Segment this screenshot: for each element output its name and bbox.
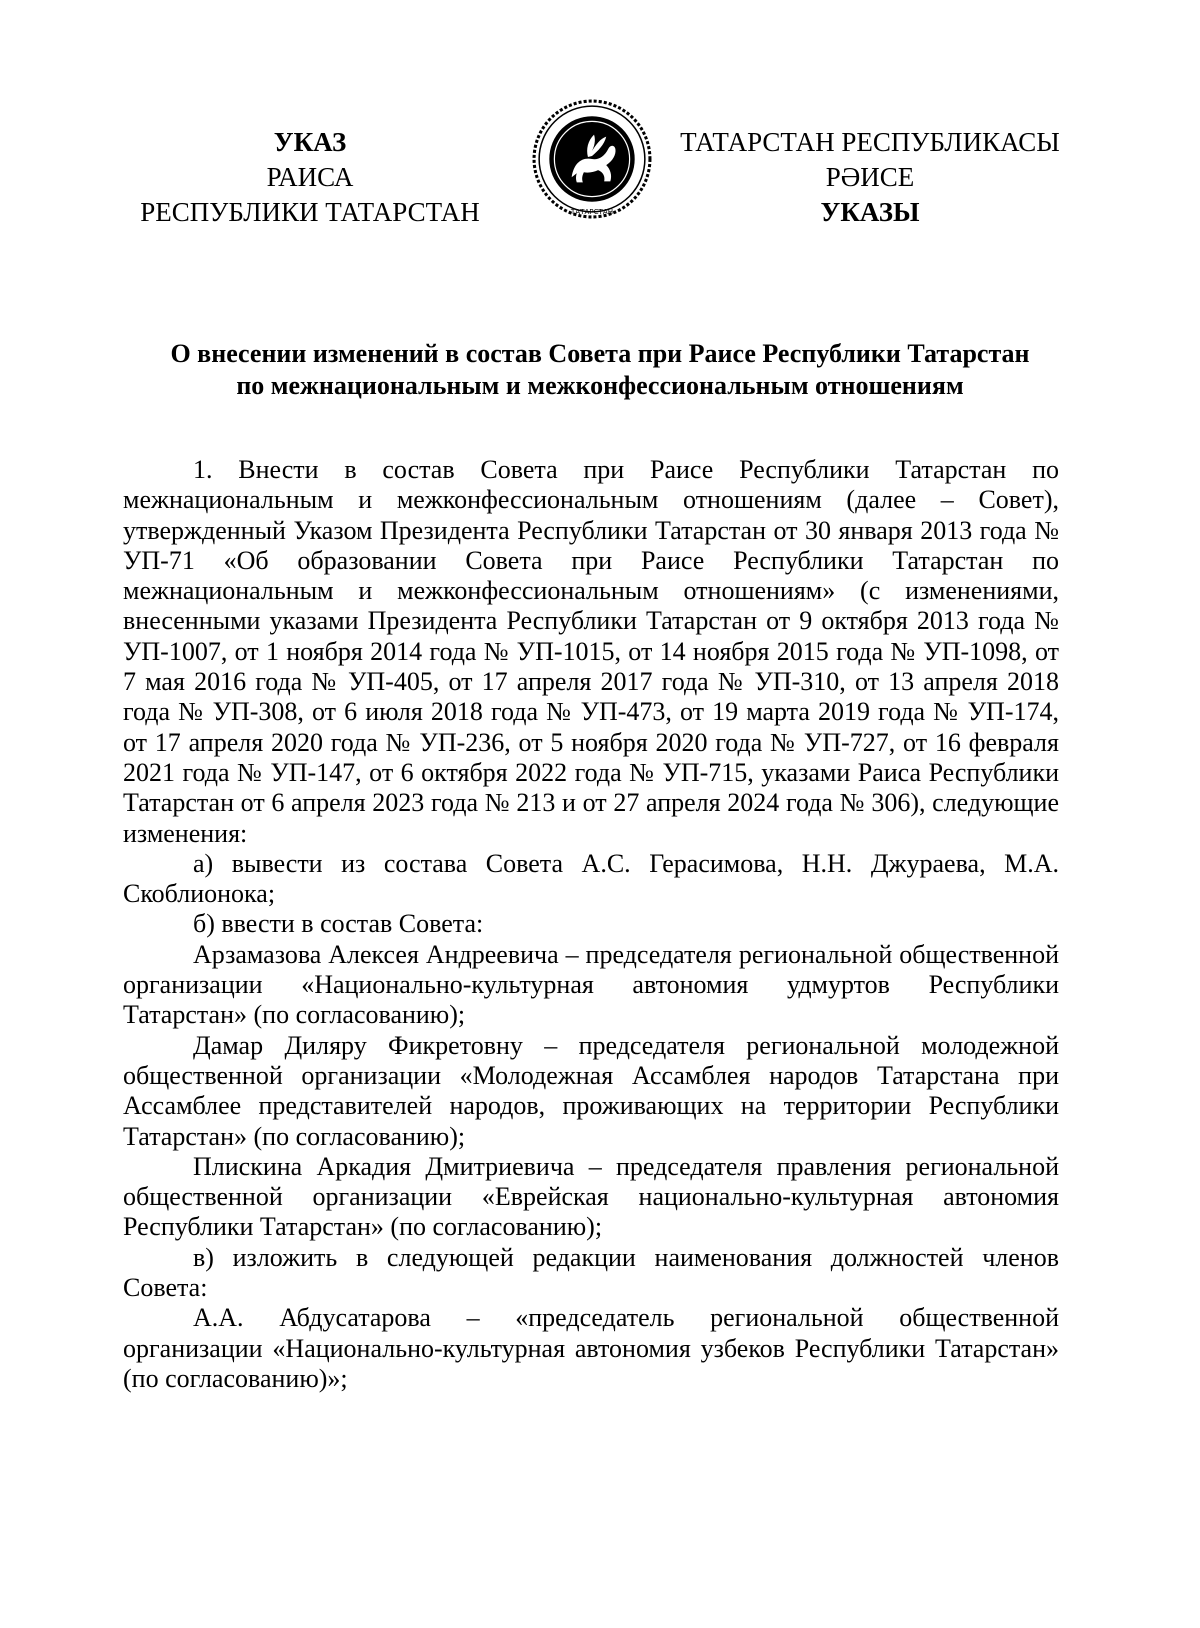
paragraph-add-members: б) ввести в состав Совета: <box>193 909 484 939</box>
header-left-line-2: РАИСА <box>266 162 354 192</box>
decree-body <box>123 455 1059 1394</box>
paragraph-1-clause: 1. Внести в состав Совета при Раисе Республики Татарстан по межнациональным и межконфессиональным отношениям (далее – Совет), утвержденный Указом Президента Республики Татарстан от 30 января 2013 года № УП-71 «Об образовании Совета при Раисе Республики Татарстан по межнациональным и межконфессиональным отношениям» (с изменениями, внесенными указами Президента Республики Татарстан от 9 октября 2013 года № УП-1007, от 1 ноября 2014 года № УП-1015, от 14 ноября 2015 года № УП-1098, от 7 мая 2016 года № УП-405, от 17 апреля 2017 года № УП-310, от 13 апреля 2018 года № УП-308, от 6 июля 2018 года № УП-473, от 19 марта 2019 года № УП-174, от 17 апреля 2020 года № УП-236, от 5 ноября 2020 года № УП-727, от 16 февраля 2021 года № УП-147, от 6 октября 2022 года № УП-715, указами Раиса Республики Татарстан от 6 апреля 2023 года № 213 и от 27 апреля 2024 года № 306), следующие изменения: <box>123 455 1059 848</box>
header-right-line-3: УКАЗЫ <box>820 197 920 227</box>
title-line-2: по межнациональным и межконфессиональным отношениям <box>236 371 964 400</box>
header-left-line-3: РЕСПУБЛИКИ ТАТАРСТАН <box>140 197 480 227</box>
header-left-line-1: УКАЗ <box>273 127 347 157</box>
paragraph-member-arzamazov: Арзамазова Алексея Андреевича – председателя региональной общественной организации «Национально-культурная автономия удмуртов Республики Татарстан» (по согласованию); <box>123 939 1059 1030</box>
tatarstan-emblem-icon <box>531 98 653 220</box>
header-russian <box>120 125 500 230</box>
paragraph-rename-positions: в) изложить в следующей редакции наименования должностей членов Совета: <box>123 1242 1059 1303</box>
header-right-line-1: ТАТАРСТАН РЕСПУБЛИКАСЫ <box>680 127 1060 157</box>
header-tatar <box>670 125 1070 230</box>
paragraph-member-abdusatarov: А.А. Абдусатарова – «председатель региональной общественной организации «Национально-культурная автономия узбеков Республики Татарстан» (по согласованию)»; <box>123 1303 1059 1393</box>
emblem-label: ТАТАРСТАН <box>570 206 614 216</box>
paragraph-member-pliskin: Плискина Аркадия Дмитриевича – председателя правления региональной общественной организации «Еврейская национально-культурная автономия Республики Татарстан» (по согласованию); <box>123 1151 1059 1242</box>
title-line-1: О внесении изменений в состав Совета при Раисе Республики Татарстан <box>170 339 1030 368</box>
decree-title <box>100 338 1100 402</box>
header-right-line-2: РӘИСЕ <box>825 162 915 192</box>
paragraph-remove-members: а) вывести из состава Совета А.С. Герасимова, Н.Н. Джураева, М.А. Скоблионока; <box>123 848 1059 909</box>
paragraph-member-damar: Дамар Диляру Фикретовну – председателя региональной молодежной общественной организации «Молодежная Ассамблея народов Татарстана при Ассамблее представителей народов, проживающих на территории Республики Татарстан» (по согласованию); <box>123 1030 1059 1151</box>
